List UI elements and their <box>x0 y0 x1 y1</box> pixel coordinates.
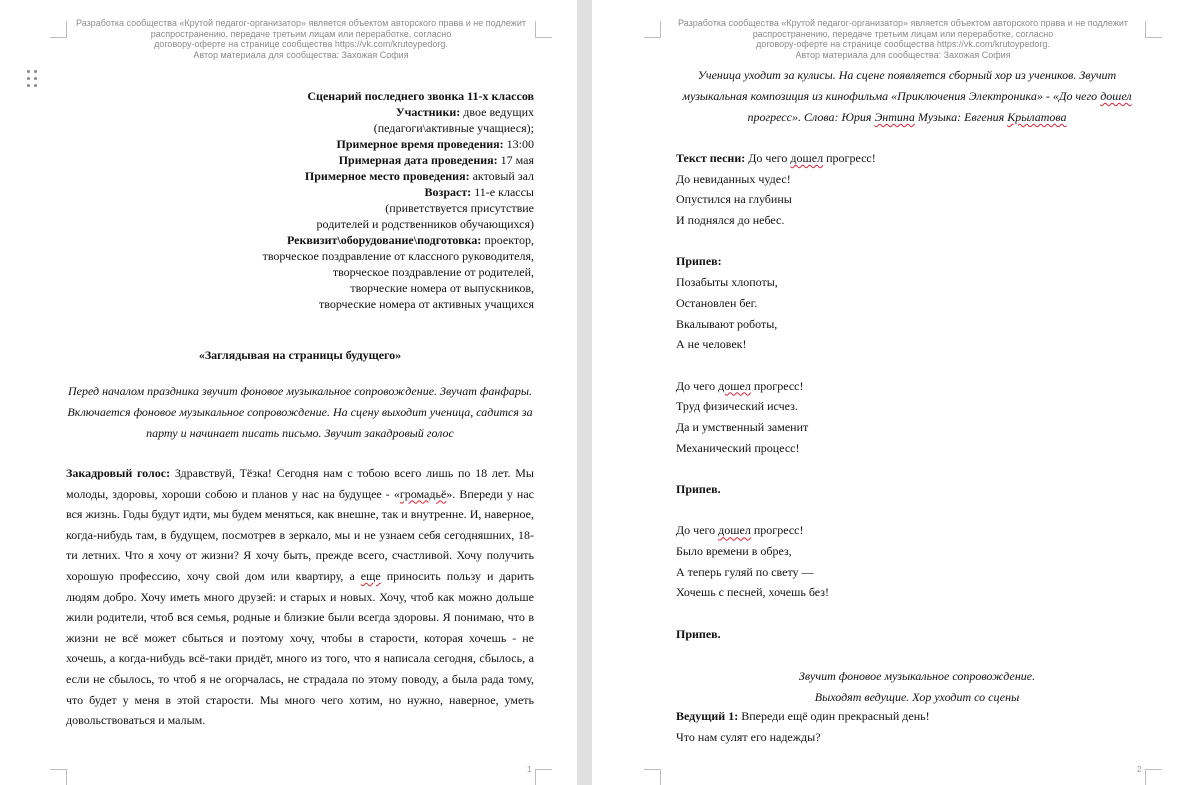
header-line: Автор материала для сообщества: Захожая София <box>795 49 1011 60</box>
header-line: распространению, передаче третьим лицам или переработке, согласно <box>150 28 452 39</box>
header-line: Автор материала для сообщества: Захожая София <box>193 49 409 60</box>
page-gutter <box>577 0 592 785</box>
chorus-label: Припев: <box>676 254 722 269</box>
lyric-line: Опустился на глубины <box>676 192 792 207</box>
lyric-line: Вкалывают роботы, <box>676 316 778 331</box>
info-props-cont: творческое поздравление от родителей, <box>332 265 534 279</box>
info-participants: Участники: двое ведущих <box>395 105 534 119</box>
info-participants-cont: (педагоги\активные учащиеся); <box>373 121 534 135</box>
chorus-label: Припев. <box>676 482 721 496</box>
info-date: Примерная дата проведения: 17 мая <box>338 153 534 167</box>
lyric-line: Механический процесс! <box>676 440 800 455</box>
chorus-label: Припев. <box>676 626 721 641</box>
lyric-line: Да и умственный заменит <box>676 419 809 434</box>
info-age-cont: (приветствуется присутствие <box>385 201 534 215</box>
intro-direction: Ученица уходит за кулисы. На сцене появляется сборный хор из учеников. Звучит музыкальная композиция из кинофильма «Приключения Электроника» - «До чего дошел прогресс». Слова: Юрия Энтина Музыка: Евгения Крылатова <box>682 68 1132 124</box>
info-age-cont: родителей и родственников обучающихся) <box>316 217 534 231</box>
info-props-cont: творческие номера от выпускников, <box>350 281 534 295</box>
document-page-2 <box>592 0 1178 785</box>
lyric-line: До чего дошел прогресс! <box>676 378 804 393</box>
info-props: Реквизит\оборудование\подготовка: проектор, <box>286 233 534 247</box>
lyric-line: А не человек! <box>676 337 747 352</box>
lyric-line: До невиданных чудес! <box>676 171 791 186</box>
song-lyrics <box>676 148 876 645</box>
margin-mark <box>1145 769 1162 785</box>
header-line: распространению, передаче третьим лицам или переработке, согласно <box>752 28 1054 39</box>
info-props-cont: творческое поздравление от классного руководителя, <box>262 249 534 263</box>
script-title: Сценарий последнего звонка 11-х классов <box>307 89 534 103</box>
lyric-line: Труд физический исчез. <box>676 399 798 414</box>
header-line: договору-оферте на странице сообщества https://vk.com/krutoypedorg. <box>756 39 1050 49</box>
stage-direction: Перед началом праздника звучит фоновое музыкальное сопровождение. Звучат фанфары. Включается фоновое музыкальное сопровождение. На сцену выходит ученица, садится за парту и начинает писать письмо. Звучит закадровый голос <box>67 384 533 440</box>
lyric-line: Было времени в обрез, <box>676 544 792 559</box>
voice-paragraph: Закадровый голос: Здравствуй, Тёзка! Сегодня нам с тобою всего лишь по 18 лет. Мы молоды, здоровы, хороши собою и планов у нас на будущее - «громадьё». Впереди у нас вся жизнь. Годы будут идти, мы будем меняться, как внешне, так и внутренне. И, наверное, когда-нибудь там, в будущем, посмотрев в зеркало, мы и не узнаем себя сегодняшних, 18-ти летних. Что я хочу от жизни? Я хочу быть, прежде всего, счастливой. Хочу получить хорошую профессию, хочу свой дом или квартиру, а еще приносить пользу и дарить людям добро. Хочу иметь много друзей: и старых и новых. Хочу, чтоб как можно дольше жили родители, чтоб вся семья, родные и близкие были всегда здоровы. Я понимаю, что в жизни не всё может сбыться и поэтому хочу, чтобы в старости, которая хочешь - не хочешь, а когда-нибудь всё-таки придёт, много из того, что я написала сегодня, сбылось, а если не сбылось, то чтоб я не огорчалась, не страдала по этому поводу, а была рада тому, что будет у меня в этой старости. Мы много чего хотим, но нужно, наверное, уметь довольствоваться и малым. <box>66 466 535 728</box>
header-line: договору-оферте на странице сообщества https://vk.com/krutoypedorg. <box>154 39 448 49</box>
margin-mark <box>1145 21 1162 38</box>
lyric-line: И поднялся до небес. <box>676 213 785 228</box>
lyric-line: Позабыты хлопоты, <box>676 275 778 290</box>
lyric-line: Хочешь с песней, хочешь без! <box>676 585 830 600</box>
page-header <box>66 18 536 60</box>
page-number: 1 <box>527 765 532 774</box>
header-line: Разработка сообщества «Крутой педагог-организатор» является объектом авторского права и не подлежит <box>678 18 1128 28</box>
lyric-line: А теперь гуляй по свету — <box>676 564 814 579</box>
margin-mark <box>644 769 661 785</box>
margin-mark <box>50 769 67 785</box>
header-line: Разработка сообщества «Крутой педагог-организатор» является объектом авторского права и не подлежит <box>76 18 526 28</box>
host-dialogue <box>676 706 930 747</box>
info-time: Примерное время проведения: 13:00 <box>336 137 534 151</box>
info-props-cont: творческие номера от активных учащихся <box>319 297 534 311</box>
dialogue-line: Ведущий 1: Впереди ещё один прекрасный день! <box>676 709 930 723</box>
drag-handle-icon[interactable] <box>27 70 39 88</box>
margin-mark <box>535 21 552 38</box>
page-number: 2 <box>1137 765 1142 774</box>
event-info-block <box>200 88 534 312</box>
section-title: «Заглядывая на страницы будущего» <box>198 348 402 362</box>
page-header <box>662 18 1144 60</box>
info-age: Возраст: 11-е классы <box>424 185 534 199</box>
lyric-line: Остановлен бег. <box>676 295 758 310</box>
lyric-line: До чего дошел прогресс! <box>676 523 804 538</box>
margin-mark <box>644 21 661 38</box>
info-place: Примерное место проведения: актовый зал <box>304 169 534 183</box>
lyric-line: Текст песни: До чего дошел прогресс! <box>676 151 876 165</box>
margin-mark <box>535 769 552 785</box>
margin-mark <box>50 21 67 38</box>
document-page-1 <box>0 0 577 785</box>
dialogue-line: Что нам сулят его надежды? <box>676 729 821 744</box>
outro-direction: Звучит фоновое музыкальное сопровождение. Выходят ведущие. Хор уходит со сцены <box>798 669 1036 704</box>
